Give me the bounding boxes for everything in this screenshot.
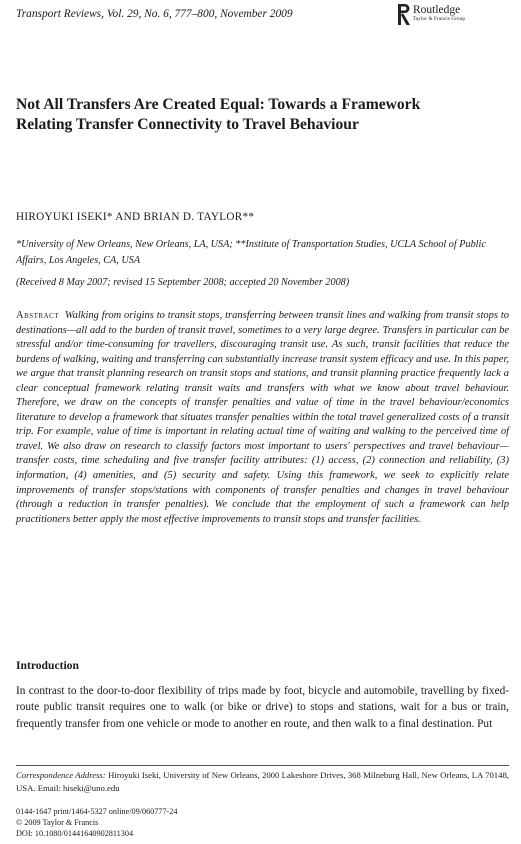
routledge-logo-icon: [398, 4, 410, 25]
article-title: Not All Transfers Are Created Equal: Towards a Framework Relating Transfer Connectivity to Travel Behaviour: [16, 96, 421, 133]
issn-line: 0144-1647 print/1464-5327 online/09/060777-24: [16, 807, 178, 816]
introduction-paragraph: In contrast to the door-to-door flexibility of trips made by foot, bicycle and automobile, travelling by fixed-route public transit requires one to walk (or bike or drive) to stops and stations, wait for a bus or train, frequently transfer from one vehicle or mode to another en route, and then walk to a final destination. Put: [16, 685, 509, 730]
publisher-logo: [398, 4, 508, 26]
publication-footer: [16, 806, 177, 839]
copyright-line: © 2009 Taylor & Francis: [16, 818, 99, 827]
affiliations: *University of New Orleans, New Orleans, LA, USA; **Institute of Transportation Studies, UCLA School of Public Affairs, Los Angeles, CA, USA: [16, 239, 486, 266]
footnote-divider: [16, 765, 509, 766]
correspondence-address: [16, 769, 509, 794]
abstract-text: Walking from origins to transit stops, transferring between transit lines and walking from transit stops to destinations—all add to the burden of transit travel, sometimes to a very large degree. Transfers in particular can be stressful and/or time-consuming for travellers, discouraging transit use. As such, transit facilities that reduce the burdens of walking, waiting and transferring can substantially increase transit system efficacy and use. In this paper, we argue that transit planning research on transit stops and stations, and transit planning practice frequently lack a clear conceptual framework relating transit waits and transfers with what we know about travel behaviour. Therefore, we draw on the concepts of transfer penalties and value of time in the travel behaviour/economics literature to develop a framework that situates transfer penalties within the total travel generalized costs of a transit trip. For example, value of time is important in relating actual time of waiting and walking to the perceived time of travel. We also draw on research to classify factors most important to users' perspectives and travel behaviour—transfer costs, time scheduling and five transfer facility attributes: (1) access, (2) connection and reliability, (3) information, (4) amenities, and (5) security and safety. Using this framework, we seek to explicitly relate improvements of transfer stops/stations with components of transfer penalties and changes in travel behaviour (through a reduction in transfer penalties). We conclude that the employment of such a framework can help practitioners better apply the most effective improvements to transit stops and transfer facilities.: [16, 310, 510, 525]
publisher-subtitle: Taylor & Francis Group: [413, 16, 466, 22]
abstract-label: Abstract: [16, 310, 60, 321]
correspondence-text: Hiroyuki Iseki, University of New Orleans, 2000 Lakeshore Drives, 368 Milneburg Hall, New Orleans, LA 70148, USA. Email: hiseki@uno.edu: [16, 770, 509, 793]
doi-line: DOI: 10.1080/01441640902811304: [16, 829, 134, 838]
section-heading-introduction: Introduction: [16, 659, 79, 672]
correspondence-label: Correspondence Address:: [16, 770, 106, 780]
author-list: HIROYUKI ISEKI* AND BRIAN D. TAYLOR**: [16, 211, 255, 223]
publisher-name: Routledge: [413, 4, 461, 16]
abstract: [16, 309, 509, 527]
journal-citation: Transport Reviews, Vol. 29, No. 6, 777–800, November 2009: [16, 8, 293, 20]
received-dates: (Received 8 May 2007; revised 15 September 2008; accepted 20 November 2008): [16, 277, 350, 288]
